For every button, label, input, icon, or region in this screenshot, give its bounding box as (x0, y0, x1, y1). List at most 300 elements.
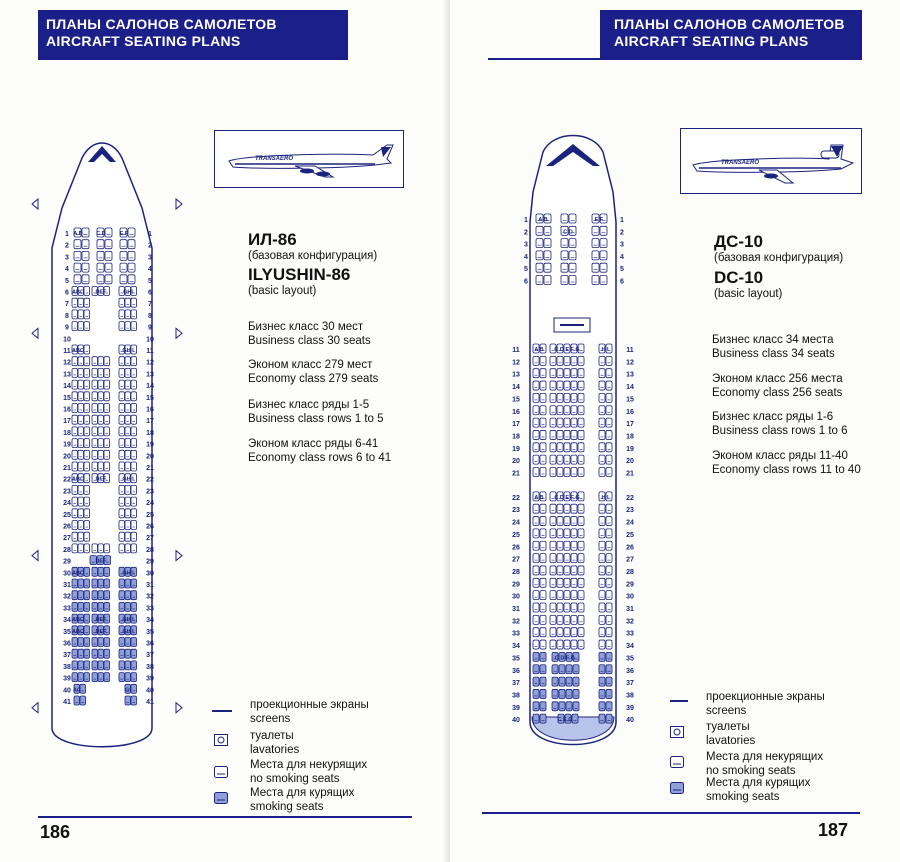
il86-seat (82, 275, 89, 284)
dc10-seat (606, 455, 612, 464)
dc10-seat (578, 418, 584, 427)
il86-seat (78, 638, 84, 647)
il86-seat (78, 462, 84, 471)
dc10-row-label-right: 21 (626, 470, 634, 478)
dc10-seat (564, 640, 570, 649)
il86-seat (128, 228, 135, 237)
il86-seat (84, 427, 90, 436)
il86-seat (98, 661, 104, 670)
il86-economy-en: Economy class 279 seats (248, 373, 379, 385)
il86-seat (131, 544, 137, 553)
il86-seat (92, 602, 98, 611)
il86-seat (92, 579, 98, 588)
dc10-seat (564, 529, 570, 538)
dc10-row-label-right: 14 (626, 384, 634, 392)
dc10-seat (606, 356, 612, 365)
il86-seat (131, 497, 137, 506)
il86-seat (125, 497, 131, 506)
dc10-seat (600, 239, 607, 248)
dc10-seat (533, 393, 539, 402)
il86-seat (104, 415, 110, 424)
il86-row-label-right: 17 (146, 418, 154, 426)
il86-seat (131, 439, 137, 448)
il86-seat-letters: DEF (95, 289, 107, 296)
dc10-seat (533, 603, 539, 612)
il86-row-label-left: 40 (63, 687, 71, 695)
dc10-seat (536, 276, 543, 285)
il86-seat (104, 649, 110, 658)
il86-seat-letters: ABC (72, 476, 84, 483)
dc10-seat (606, 652, 612, 661)
dc10-seat (592, 276, 599, 285)
il86-row-label-right: 13 (146, 371, 154, 379)
dc10-seat (540, 603, 546, 612)
il86-seat (125, 380, 131, 389)
il86-seat (84, 310, 90, 319)
dc10-seat-letters: A B (534, 494, 544, 501)
dc10-seat (578, 554, 584, 563)
dc10-row-label-right: 37 (626, 680, 634, 688)
dc10-seat (540, 406, 546, 415)
il86-seat (119, 661, 125, 670)
dc10-title-en: DC-10 (714, 268, 764, 287)
dc10-seat (599, 406, 605, 415)
legend-smoking (250, 786, 354, 814)
il86-row-label-right: 18 (146, 429, 154, 437)
dc10-seat (578, 393, 584, 402)
il86-seat (92, 450, 98, 459)
dc10-seat (557, 603, 563, 612)
dc10-seat (540, 529, 546, 538)
il86-business-count (248, 320, 371, 348)
dc10-seat (533, 430, 539, 439)
il86-seat (131, 415, 137, 424)
il86-seat (105, 228, 112, 237)
il86-seat (98, 462, 104, 471)
dc10-seat (564, 615, 570, 624)
dc10-row-label-right: 34 (626, 643, 634, 651)
il86-row-label-right: 20 (146, 453, 154, 461)
dc10-economy-ru: Эконом класс 256 места (712, 373, 843, 385)
dc10-row-label-left: 22 (512, 494, 520, 502)
legend-lavatories-right (706, 720, 755, 748)
dc10-seat (578, 603, 584, 612)
dc10-row-label-right: 12 (626, 359, 634, 367)
dc10-row-label-right: 20 (626, 458, 634, 466)
il86-seat (72, 462, 78, 471)
dc10-seat (599, 578, 605, 587)
il86-seat (128, 275, 135, 284)
dc10-seat (578, 406, 584, 415)
dc10-row-label-left: 11 (512, 347, 520, 354)
dc10-seat (540, 541, 546, 550)
il86-seat (125, 298, 131, 307)
dc10-seat (557, 591, 563, 600)
dc10-seat (578, 455, 584, 464)
il86-seat (131, 591, 137, 600)
il86-seat-letters: E F (119, 231, 129, 237)
nosmoking-seat-legend-icon-right (670, 756, 684, 768)
dc10-economy-rows-ru: Эконом класс ряды 11-40 (712, 450, 848, 462)
dc10-seat (606, 381, 612, 390)
il86-seat (131, 532, 137, 541)
dc10-seat (564, 369, 570, 378)
il86-seat (72, 357, 78, 366)
dc10-seat (571, 578, 577, 587)
il86-row-label-left: 10 (63, 336, 71, 344)
dc10-row-label-left: 3 (524, 241, 528, 249)
legend-screens-right (706, 690, 825, 718)
dc10-seat (606, 665, 612, 674)
dc10-seat (533, 628, 539, 637)
il86-seat (125, 392, 131, 401)
dc10-seat (606, 628, 612, 637)
il86-seat (98, 649, 104, 658)
dc10-row-label-left: 39 (512, 704, 520, 712)
legend-screens (250, 698, 369, 726)
dc10-seat (578, 443, 584, 452)
dc10-plane-icon (681, 129, 861, 193)
il86-row-label-right: 5 (148, 277, 152, 285)
il86-row-label-left: 3 (65, 254, 69, 262)
il86-seat (98, 380, 104, 389)
header-right (600, 10, 862, 60)
il86-seat (78, 509, 84, 518)
legend-smoking-en-right: smoking seats (706, 791, 780, 803)
il86-seat (72, 392, 78, 401)
il86-seat (131, 661, 137, 670)
dc10-seat (550, 517, 556, 526)
il86-row-label-left: 30 (63, 570, 71, 578)
dc10-seat (533, 591, 539, 600)
dc10-seat (571, 468, 577, 477)
dc10-business-count (712, 333, 835, 361)
il86-seat (92, 415, 98, 424)
il86-seat (104, 579, 110, 588)
il86-seat (125, 661, 131, 670)
il86-seat (72, 579, 78, 588)
dc10-seat (573, 677, 579, 686)
il86-title-en: ILYUSHIN-86 (248, 265, 351, 284)
il86-row-label-left: 17 (63, 418, 71, 426)
il86-row-label-left: 16 (63, 406, 71, 414)
il86-row-label-left: 31 (63, 582, 71, 589)
il86-row-label-left: 32 (63, 593, 71, 601)
il86-seat (97, 240, 104, 249)
il86-seat (119, 591, 125, 600)
il86-seat (78, 673, 84, 682)
dc10-seat (578, 468, 584, 477)
legend-screens-ru: проекционные экраны (250, 699, 369, 711)
il86-seat (92, 368, 98, 377)
il86-seat (125, 579, 131, 588)
dc10-seat (606, 603, 612, 612)
il86-economy-ru: Эконом класс 279 мест (248, 359, 373, 371)
dc10-seat (572, 714, 578, 723)
il86-seat (74, 696, 80, 705)
exit-arrow-icon (176, 328, 182, 338)
dc10-row-label-left: 32 (512, 618, 520, 626)
il86-seat (128, 240, 135, 249)
il86-seat (84, 626, 90, 635)
dc10-row-label-left: 29 (512, 581, 520, 589)
il86-row-label-left: 11 (63, 348, 71, 355)
il86-seat (119, 497, 125, 506)
il86-seat (125, 591, 131, 600)
dc10-seat (540, 369, 546, 378)
dc10-seat (540, 578, 546, 587)
il86-seat (119, 415, 125, 424)
il86-economy-rows (248, 437, 391, 465)
il86-seat (92, 439, 98, 448)
il86-seat (74, 263, 81, 272)
dc10-seat (550, 541, 556, 550)
dc10-seat (533, 443, 539, 452)
dc10-seat (544, 276, 551, 285)
il86-seat-letters: GH I (122, 617, 134, 624)
dc10-row-label-left: 38 (512, 692, 520, 700)
legend-nosmoking (250, 758, 367, 786)
dc10-row-label-left: 13 (512, 371, 520, 379)
il86-logo: TRANSAERO (255, 156, 294, 162)
dc10-seat (571, 591, 577, 600)
il86-seat (92, 673, 98, 682)
dc10-seat (533, 455, 539, 464)
dc10-seat (533, 356, 539, 365)
dc10-seat (540, 665, 546, 674)
il86-seat (119, 485, 125, 494)
dc10-seat (564, 406, 570, 415)
dc10-row-label-right: 27 (626, 556, 634, 564)
dc10-seat (606, 517, 612, 526)
il86-seat-letters: GH I (122, 628, 134, 635)
il86-seat (84, 614, 90, 623)
dc10-seat (540, 677, 546, 686)
dc10-economy-count (712, 372, 843, 400)
il86-seat-letters: GH I (122, 476, 134, 483)
dc10-seat (606, 430, 612, 439)
il86-seat (78, 439, 84, 448)
dc10-seat (578, 628, 584, 637)
il86-seat (125, 649, 131, 658)
dc10-seat (571, 554, 577, 563)
dc10-row-label-left: 31 (512, 606, 520, 613)
il86-seat-letters: ABC (72, 348, 84, 354)
dc10-seat (559, 702, 565, 711)
dc10-row-label-left: 33 (512, 630, 520, 638)
dc10-seat (559, 677, 565, 686)
dc10-seat (578, 640, 584, 649)
dc10-seat (550, 369, 556, 378)
right-page-number: 187 (818, 820, 849, 840)
il86-seat (84, 345, 90, 354)
il86-seat (84, 368, 90, 377)
dc10-row-label-right: 19 (626, 445, 634, 453)
dc10-seat (599, 628, 605, 637)
il86-seat (104, 357, 110, 366)
il86-row-label-left: 7 (65, 301, 69, 309)
dc10-business-rows-ru: Бизнес класс ряды 1-6 (712, 411, 834, 423)
dc10-seat (606, 541, 612, 550)
dc10-seat (550, 504, 556, 513)
il86-row-label-right: 31 (146, 582, 154, 589)
dc10-seat (536, 239, 543, 248)
il86-seat (131, 357, 137, 366)
dc10-seat (606, 393, 612, 402)
il86-seat (119, 404, 125, 413)
il86-row-label-left: 34 (63, 617, 71, 625)
dc10-seat (552, 689, 558, 698)
dc10-row-label-left: 37 (512, 680, 520, 688)
dc10-seat (540, 443, 546, 452)
dc10-seat (540, 381, 546, 390)
dc10-seat (533, 541, 539, 550)
il86-row-label-left: 26 (63, 523, 71, 531)
dc10-seat (533, 640, 539, 649)
legend-lavatories-ru: туалеты (250, 730, 294, 742)
il86-seat (84, 415, 90, 424)
il86-seat (119, 462, 125, 471)
dc10-row-label-left: 1 (524, 217, 528, 224)
il86-row-label-right: 19 (146, 441, 154, 449)
dc10-row-label-left: 12 (512, 359, 520, 367)
dc10-row-label-right: 4 (620, 253, 624, 261)
dc10-seat (557, 615, 563, 624)
dc10-seat (540, 455, 546, 464)
dc10-seat (564, 504, 570, 513)
dc10-seat (540, 689, 546, 698)
dc10-seat (533, 406, 539, 415)
dc10-seat (599, 430, 605, 439)
dc10-business-en: Business class 34 seats (712, 348, 835, 360)
dc10-seat (564, 418, 570, 427)
il86-row-label-left: 2 (65, 242, 69, 250)
dc10-title-ru: ДС-10 (714, 232, 763, 251)
il86-row-label-left: 9 (65, 324, 69, 332)
il86-seat (119, 392, 125, 401)
il86-seat (119, 544, 125, 553)
il86-seat (78, 415, 84, 424)
left-bottom-rule (38, 816, 412, 818)
dc10-seat (571, 541, 577, 550)
il86-seat (98, 392, 104, 401)
legend-lavatories-en-right: lavatories (706, 735, 756, 747)
il86-row-label-left: 19 (63, 441, 71, 449)
legend-smoking-en: smoking seats (250, 801, 324, 813)
il86-seat (72, 310, 78, 319)
dc10-seat (564, 443, 570, 452)
dc10-seat (606, 554, 612, 563)
il86-seat-letters: DEF (95, 617, 107, 624)
il86-seat-letters: A B (73, 231, 83, 237)
dc10-row-label-left: 24 (512, 519, 520, 527)
dc10-economy-rows (712, 449, 861, 477)
il86-seat (131, 298, 137, 307)
header-left (38, 10, 348, 60)
dc10-seat (578, 529, 584, 538)
il86-row-label-right: 1 (148, 231, 152, 238)
dc10-illustration (680, 128, 862, 194)
dc10-seat-letters: H I (601, 347, 609, 353)
dc10-seat (571, 615, 577, 624)
dc10-seat (606, 443, 612, 452)
dc10-seat (599, 393, 605, 402)
dc10-seat (578, 369, 584, 378)
dc10-seat (599, 665, 605, 674)
il86-seat (78, 485, 84, 494)
dc10-seat (571, 418, 577, 427)
il86-seat (119, 310, 125, 319)
dc10-seat (599, 418, 605, 427)
exit-arrow-icon (32, 703, 38, 713)
dc10-seat (600, 263, 607, 272)
il86-seat (84, 439, 90, 448)
dc10-seat (544, 263, 551, 272)
dc10-seat (599, 591, 605, 600)
il86-row-label-right: 23 (146, 488, 154, 496)
dc10-row-label-right: 3 (620, 241, 624, 249)
il86-seat (131, 673, 137, 682)
dc10-seat (573, 702, 579, 711)
il86-seat (84, 474, 90, 483)
dc10-seat (578, 541, 584, 550)
il86-seat (92, 544, 98, 553)
dc10-seat (606, 591, 612, 600)
exit-arrow-icon (176, 703, 182, 713)
exit-arrow-icon (32, 328, 38, 338)
dc10-row-label-left: 36 (512, 667, 520, 675)
il86-row-label-right: 27 (146, 535, 154, 543)
dc10-seat (533, 689, 539, 698)
dc10-seat (557, 628, 563, 637)
il86-row-label-left: 12 (63, 359, 71, 367)
il86-seat (104, 404, 110, 413)
legend-nosmoking-ru: Места для некурящих (250, 759, 368, 771)
il86-seat (92, 404, 98, 413)
dc10-row-label-left: 20 (512, 458, 520, 466)
dc10-seat (599, 689, 605, 698)
il86-seat (84, 322, 90, 331)
dc10-subtitle-en: (basic layout) (714, 288, 783, 300)
il86-seat (105, 240, 112, 249)
il86-seat (125, 509, 131, 518)
il86-row-label-left: 4 (65, 266, 69, 274)
dc10-seat (571, 406, 577, 415)
il86-seat (84, 544, 90, 553)
dc10-seat-letters: C D E F G (554, 347, 580, 353)
il86-plane-icon (215, 131, 403, 187)
il86-seat (120, 240, 127, 249)
il86-seat (72, 404, 78, 413)
il86-seat (131, 462, 137, 471)
il86-seat (72, 450, 78, 459)
il86-row-label-left: 29 (63, 558, 71, 566)
dc10-row-label-left: 14 (512, 384, 520, 392)
il86-seat (84, 509, 90, 518)
legend-screens-en-right: screens (706, 705, 747, 717)
il86-seat (78, 392, 84, 401)
dc10-row-label-right: 23 (626, 507, 634, 515)
il86-seat-letters: DEF (95, 558, 107, 565)
il86-seat (82, 263, 89, 272)
dc10-seat (540, 566, 546, 575)
dc10-seat (557, 468, 563, 477)
dc10-row-label-right: 11 (626, 347, 634, 354)
dc10-row-label-left: 5 (524, 266, 528, 274)
il86-seat (131, 310, 137, 319)
il86-seat (78, 310, 84, 319)
il86-row-label-left: 38 (63, 663, 71, 671)
